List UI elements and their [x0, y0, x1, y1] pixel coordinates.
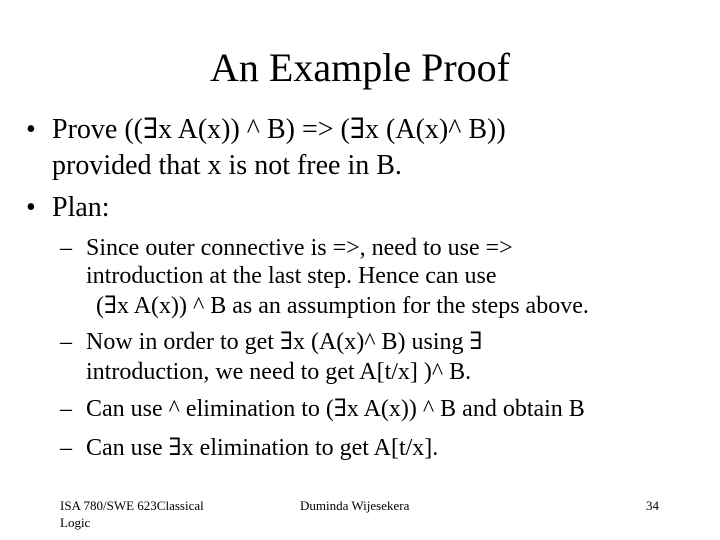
footer-author: Duminda Wijesekera — [300, 498, 410, 513]
sub-bullet-1-line-2: introduction at the last step. Hence can use — [86, 263, 497, 289]
sub-bullet-marker: – — [60, 396, 72, 422]
bullet-2-line-1: Plan: — [52, 192, 110, 223]
bullet-1-line-1: Prove ((∃x A(x)) ^ B) => (∃x (A(x)^ B)) — [52, 114, 506, 145]
sub-bullet-marker: – — [60, 329, 72, 355]
sub-bullet-2-line-2: introduction, we need to get A[t/x] )^ B. — [86, 359, 472, 385]
sub-bullet-1-line-3: (∃x A(x)) ^ B as an assumption for the steps above. — [96, 293, 589, 319]
sub-bullet-marker: – — [60, 435, 72, 461]
sub-bullet-2-line-1: Now in order to get ∃x (A(x)^ B) using ∃ — [86, 329, 483, 355]
slide-title: An Example Proof — [210, 45, 510, 90]
footer-page-number: 34 — [646, 498, 659, 513]
bullet-marker: • — [26, 114, 36, 145]
sub-bullet-1-line-1: Since outer connective is =>, need to use => — [86, 235, 513, 261]
footer-course-line-1: ISA 780/SWE 623Classical — [60, 498, 204, 513]
sub-bullet-4-line-1: Can use ∃x elimination to get A[t/x]. — [86, 435, 439, 461]
sub-bullet-marker: – — [60, 235, 72, 261]
sub-bullet-3-line-1: Can use ^ elimination to (∃x A(x)) ^ B and obtain B — [86, 396, 585, 422]
footer-course-line-2: Logic — [60, 515, 91, 530]
bullet-1-line-2: provided that x is not free in B. — [52, 150, 402, 181]
bullet-marker: • — [26, 192, 36, 223]
